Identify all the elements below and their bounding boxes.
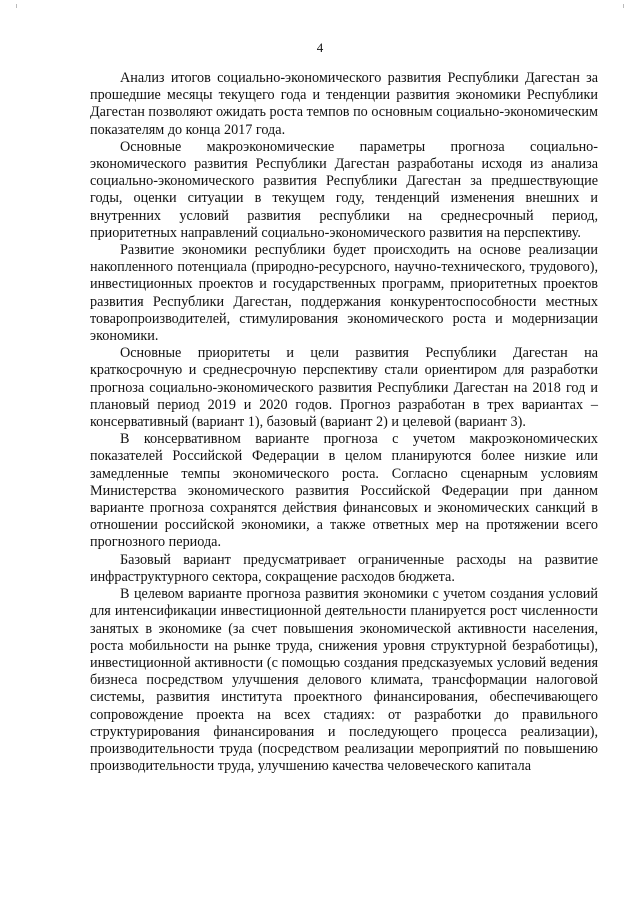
page-number: 4 <box>316 40 324 55</box>
paragraph-1: Анализ итогов социально-экономического развития Республики Дагестан за прошедшие месяцы текущего года и тенденции развития экономики Республики Дагестан позволяют ожидать роста темпов по основным социально-экономическим показателям до конца 2017 года. <box>90 70 598 138</box>
paragraph-5: В консервативном варианте прогноза с учетом макроэкономических показателей Российской Федерации в целом планируются более низкие или замедленные темпы экономического роста. Согласно сценарным условиям Министерства экономического развития Российской Федерации при данном варианте прогноза сохранятся действия финансовых и экономических санкций в отношении российской экономики, а также ответных мер на протяжении всего прогнозного периода. <box>90 431 598 551</box>
paragraph-2: Основные макроэкономические параметры прогноза социально-экономического развития Республики Дагестан разработаны исходя из анализа социально-экономического развития Республики Дагестан за предшествующие годы, оценки ситуации в текущем году, тенденций изменения внешних и внутренних условий развития республики на среднесрочный период, приоритетных направлений социально-экономического развития на перспективу. <box>90 138 598 241</box>
paragraph-3: Развитие экономики республики будет происходить на основе реализации накопленного потенциала (природно-ресурсного, научно-технического, трудового), инвестиционных проектов и государственных программ, приоритетных проектов развития Республики Дагестан, поддержания конкурентоспособности местных товаропроизводителей, стимулирования экономического роста и модернизации экономики. <box>90 242 598 345</box>
scan-mark-left <box>16 4 17 8</box>
paragraph-6: Базовый вариант предусматривает ограниченные расходы на развитие инфраструктурного сектора, сокращение расходов бюджета. <box>90 551 598 585</box>
paragraph-7: В целевом варианте прогноза развития экономики с учетом создания условий для интенсификации инвестиционной деятельности планируется рост численности занятых в экономике (за счет повышения экономической активности населения, роста мобильности на рынке труда, снижения уровня структурной безработицы), инвестиционной активности (с помощью создания предсказуемых условий ведения бизнеса посредством улучшения делового климата, трансформации налоговой системы, развития института проектного финансирования, обеспечивающего сопровождение проекта на всех стадиях: от разработки до правильного структурирования финансирования и последующего процесса реализации), производительности труда (посредством реализации мероприятий по повышению производительности труда, улучшению качества человеческого капитала <box>90 586 598 775</box>
paragraph-4: Основные приоритеты и цели развития Республики Дагестан на краткосрочную и среднесрочную перспективу стали ориентиром для разработки прогноза социально-экономического развития Республики Дагестан на 2018 год и плановый период 2019 и 2020 годов. Прогноз разработан в трех вариантах – консервативный (вариант 1), базовый (вариант 2) и целевой (вариант 3). <box>90 345 598 431</box>
document-body <box>90 70 598 775</box>
scan-mark-right <box>623 4 624 8</box>
